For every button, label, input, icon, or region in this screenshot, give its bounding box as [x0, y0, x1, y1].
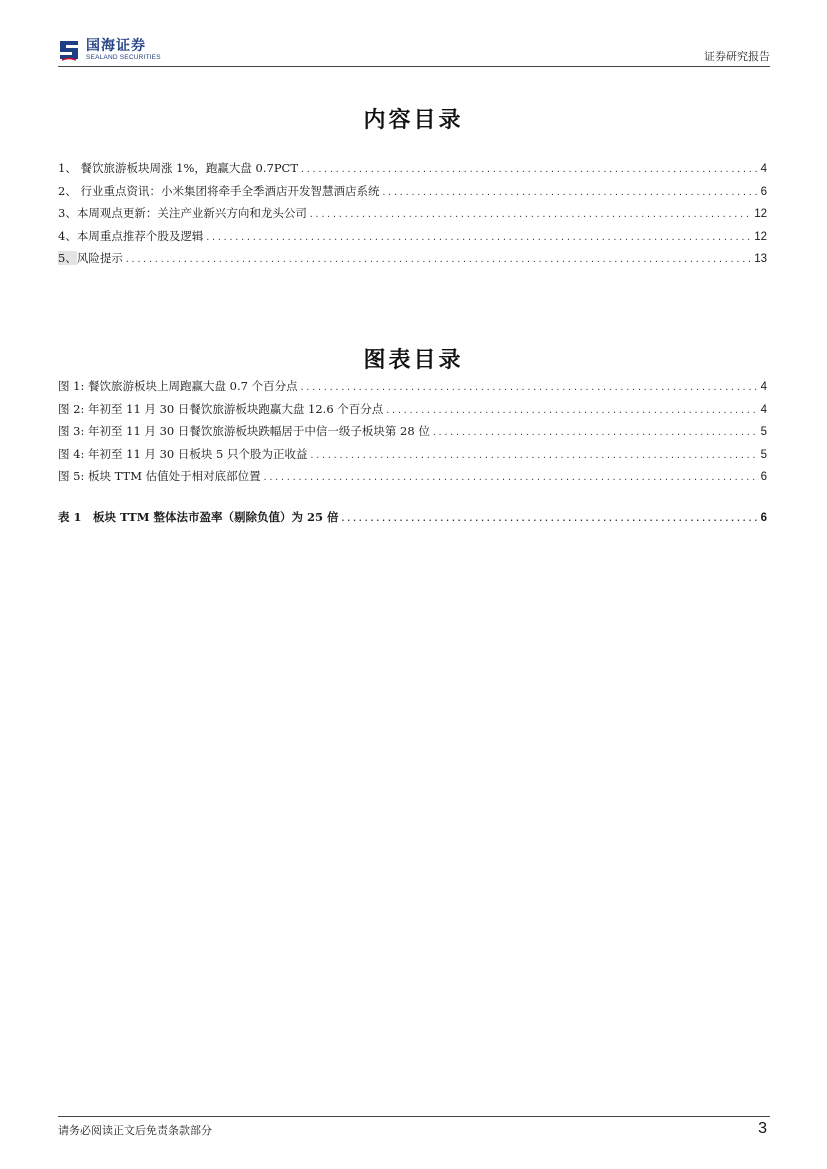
- figure-entry-page: 5: [760, 426, 767, 438]
- report-type-label: 证券研究报告: [704, 50, 770, 63]
- toc-entry[interactable]: [58, 160, 767, 183]
- header-divider: [58, 66, 770, 67]
- figure-entry-label: 图 1: 餐饮旅游板块上周跑赢大盘 0.7 个百分点: [58, 379, 298, 393]
- dot-leader: [381, 188, 758, 197]
- toc-entry-label: 3、本周观点更新：关注产业新兴方向和龙头公司: [58, 206, 307, 220]
- table-entry-page: 6: [760, 512, 767, 524]
- page-number: 3: [758, 1120, 767, 1137]
- dot-leader: [263, 473, 759, 482]
- figure-entry-page: 5: [760, 448, 767, 461]
- dot-leader: [300, 165, 759, 174]
- toc-entry-page: 13: [754, 253, 767, 265]
- figure-entry-page: 4: [760, 381, 767, 393]
- toc-entry[interactable]: [58, 183, 767, 206]
- disclaimer-text: 请务必阅读正文后免责条款部分: [58, 1124, 212, 1137]
- toc-entry[interactable]: [58, 228, 767, 251]
- company-logo: [58, 36, 161, 64]
- figure-entry-page: 6: [760, 471, 767, 483]
- dot-leader: [309, 210, 752, 219]
- toc-entry-label: 1、 餐饮旅游板块周涨 1%，跑赢大盘 0.7PCT: [58, 161, 299, 175]
- toc-entry[interactable]: [58, 250, 767, 273]
- footer-divider: [58, 1116, 770, 1117]
- figure-entry-label: 图 2: 年初至 11 月 30 日餐饮旅游板块跑赢大盘 12.6 个百分点: [58, 401, 384, 416]
- figure-entry[interactable]: [58, 468, 767, 491]
- toc-entry[interactable]: [58, 205, 767, 228]
- figure-entry[interactable]: [58, 446, 767, 469]
- figure-entry[interactable]: [58, 423, 767, 446]
- logo-english-name: SEALAND SECURITIES: [86, 53, 161, 61]
- dot-leader: [205, 233, 752, 242]
- figure-entry-page: 4: [760, 403, 767, 416]
- toc-entry-number: 5、: [58, 251, 77, 265]
- page-header: [58, 36, 770, 66]
- figure-entry[interactable]: [58, 378, 767, 401]
- dot-leader: [310, 451, 759, 460]
- toc-entry-label: [58, 250, 123, 266]
- figures-list: [58, 378, 767, 491]
- toc-entry-text: 风险提示: [76, 251, 123, 265]
- dot-leader: [385, 406, 758, 415]
- figure-entry-label: 图 3: 年初至 11 月 30 日餐饮旅游板块跌幅居于中信一级子板块第 28 位: [58, 424, 430, 438]
- figure-entry[interactable]: [58, 401, 767, 424]
- figure-entry-label: 图 5: 板块 TTM 估值处于相对底部位置: [58, 469, 261, 483]
- tables-list: [58, 509, 767, 532]
- contents-list: [58, 160, 767, 273]
- sealand-logo-icon: [58, 38, 80, 62]
- dot-leader: [340, 514, 758, 523]
- dot-leader: [432, 428, 759, 437]
- logo-chinese-name: 国海证券: [86, 37, 146, 54]
- toc-entry-page: 4: [760, 163, 767, 175]
- table-entry-label: 表 1 板块 TTM 整体法市盈率（剔除负值）为 25 倍: [58, 510, 339, 524]
- figures-title: 图表目录: [363, 348, 464, 373]
- toc-entry-page: 12: [754, 208, 767, 220]
- toc-entry-page: 6: [760, 185, 767, 198]
- toc-entry-label: 4、本周重点推荐个股及逻辑: [58, 228, 204, 243]
- toc-entry-page: 12: [754, 230, 767, 243]
- contents-title: 内容目录: [363, 108, 464, 133]
- dot-leader: [125, 255, 752, 264]
- figure-entry-label: 图 4: 年初至 11 月 30 日板块 5 只个股为正收益: [58, 446, 308, 461]
- table-entry[interactable]: [58, 509, 767, 532]
- dot-leader: [300, 383, 759, 392]
- toc-entry-label: 2、 行业重点资讯：小米集团将牵手全季酒店开发智慧酒店系统: [58, 183, 380, 198]
